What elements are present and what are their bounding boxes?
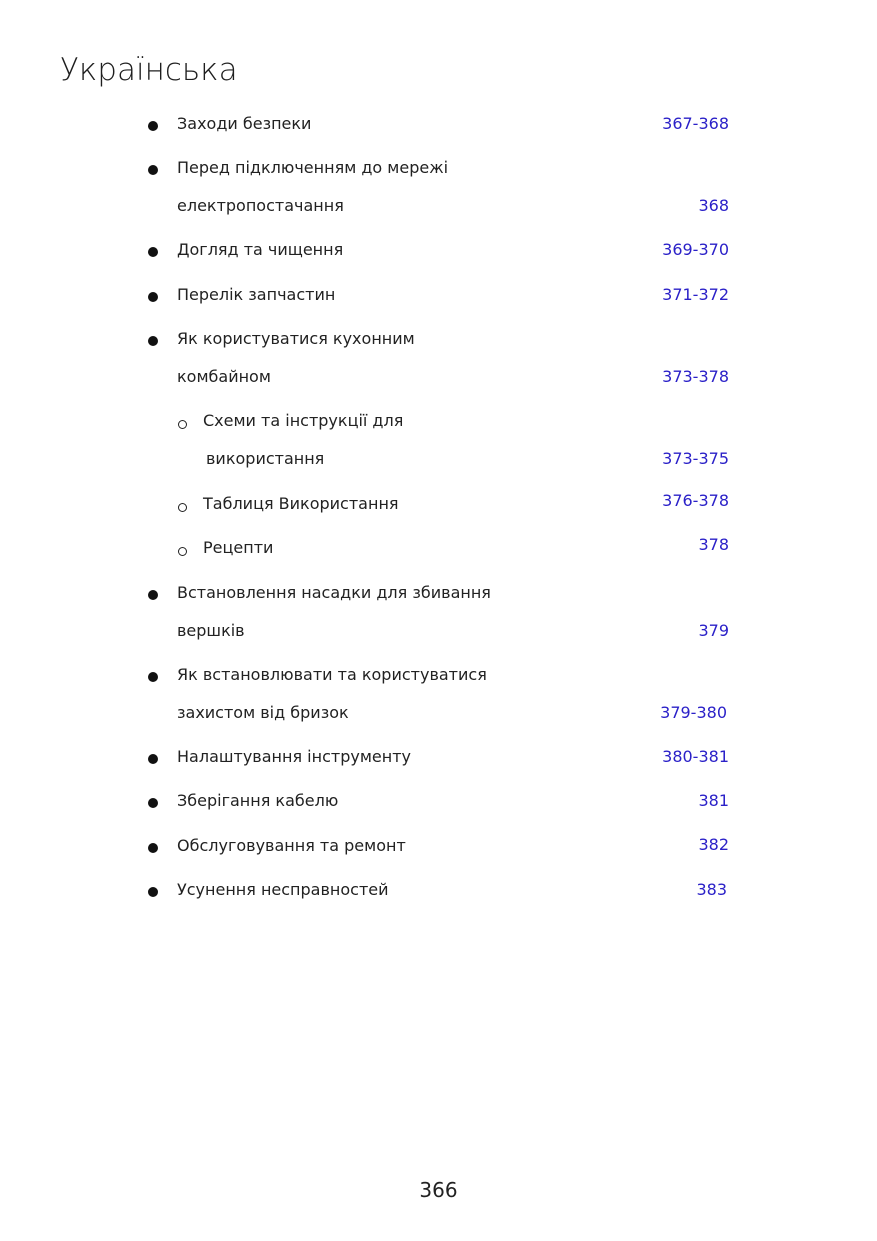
toc-page-link[interactable]: 368 [698, 196, 729, 215]
bullet-icon [148, 843, 158, 853]
bullet-icon [148, 336, 158, 346]
page-number: 366 [419, 1178, 458, 1202]
toc-item-label: Обслуговування та ремонт [177, 836, 406, 855]
toc-item-label-continued: комбайном [177, 367, 271, 386]
sub-bullet-icon [178, 503, 187, 512]
toc-item-label-continued: вершків [177, 621, 245, 640]
toc-subitem-label: Схеми та інструкції для [203, 411, 404, 430]
toc-page-link[interactable]: 367-368 [662, 114, 729, 133]
sub-bullet-icon [178, 547, 187, 556]
toc-item-label: Налаштування інструменту [177, 747, 411, 766]
toc-item-label: Як користуватися кухонним [177, 329, 415, 348]
bullet-icon [148, 121, 158, 131]
bullet-icon [148, 754, 158, 764]
bullet-icon [148, 165, 158, 175]
toc-item-label: Як встановлювати та користуватися [177, 665, 487, 684]
toc-item-label-continued: захистом від бризок [177, 703, 349, 722]
toc-page-link[interactable]: 376-378 [662, 491, 729, 510]
bullet-icon [148, 672, 158, 682]
bullet-icon [148, 247, 158, 257]
toc-item-label: Усунення несправностей [177, 880, 389, 899]
sub-bullet-icon [178, 420, 187, 429]
toc-page-link[interactable]: 382 [698, 835, 729, 854]
toc-item-label-continued: електропостачання [177, 196, 344, 215]
toc-subitem-label: Таблиця Використання [203, 494, 399, 513]
toc-page-link[interactable]: 371-372 [662, 285, 729, 304]
bullet-icon [148, 798, 158, 808]
toc-item-label: Заходи безпеки [177, 114, 312, 133]
bullet-icon [148, 292, 158, 302]
toc-page-link[interactable]: 369-370 [662, 240, 729, 259]
toc-item-label: Перед підключенням до мережі [177, 158, 449, 177]
toc-subitem-label-continued: використання [206, 449, 325, 468]
toc-page-link[interactable]: 373-378 [662, 367, 729, 386]
page-title: Українська [60, 52, 238, 88]
bullet-icon [148, 590, 158, 600]
bullet-icon [148, 887, 158, 897]
toc-page-link[interactable]: 383 [696, 880, 727, 899]
toc-item-label: Перелік запчастин [177, 285, 336, 304]
toc-page-link[interactable]: 379-380 [660, 703, 727, 722]
toc-page-link[interactable]: 380-381 [662, 747, 729, 766]
toc-item-label: Зберігання кабелю [177, 791, 339, 810]
toc-item-label: Встановлення насадки для збивання [177, 583, 491, 602]
toc-item-label: Догляд та чищення [177, 240, 344, 259]
toc-page-link[interactable]: 373-375 [662, 449, 729, 468]
toc-page-link[interactable]: 379 [698, 621, 729, 640]
toc-subitem-label: Рецепти [203, 538, 274, 557]
toc-page-link[interactable]: 381 [698, 791, 729, 810]
toc-page-link[interactable]: 378 [698, 535, 729, 554]
